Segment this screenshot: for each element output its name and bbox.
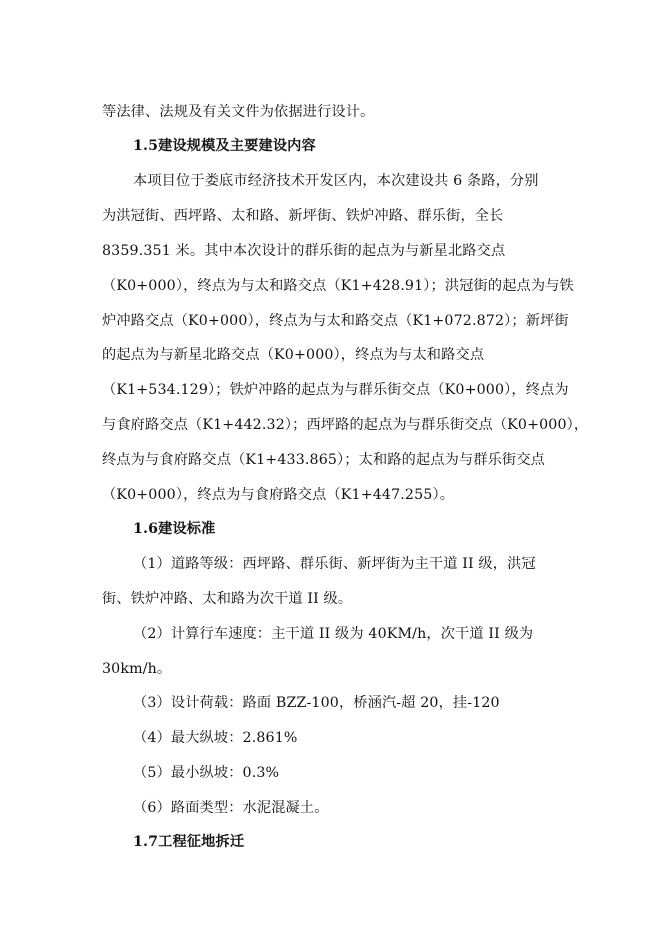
standard-item-1-continuation: 街、铁炉冲路、太和路为次干道 II 级。 [102, 591, 353, 607]
standard-item-2: （2）计算行车速度：主干道 II 级为 40KM/h，次干道 II 级为 [133, 626, 534, 642]
paragraph-line: 8359.351 米。其中本次设计的群乐街的起点为与新星北路交点 [102, 243, 506, 259]
paragraph-line: （K0+000），终点为与太和路交点（K1+428.91）；洪冠街的起点为与铁 [102, 278, 574, 294]
section-heading-1-7: 1.7工程征地拆迁 [133, 834, 245, 850]
paragraph-line: 终点为与食府路交点（K1+433.865）；太和路的起点为与群乐街交点 [102, 452, 546, 468]
standard-item-4: （4）最大纵坡：2.861% [133, 730, 298, 746]
standard-item-6: （6）路面类型：水泥混凝土。 [133, 800, 329, 816]
paragraph-continuation-line: 等法律、法规及有关文件为依据进行设计。 [102, 104, 375, 120]
paragraph-line: 与食府路交点（K1+442.32）；西坪路的起点为与群乐街交点（K0+000）， [102, 417, 589, 433]
paragraph-line: （K0+000），终点为与食府路交点（K1+447.255）。 [102, 487, 455, 503]
section-heading-1-6: 1.6建设标准 [133, 521, 216, 537]
paragraph-line: 为洪冠街、西坪路、太和路、新坪街、铁炉冲路、群乐街，全长 [102, 208, 504, 224]
standard-item-2-continuation: 30km/h。 [102, 661, 172, 677]
standard-item-1: （1）道路等级：西坪路、群乐街、新坪街为主干道 II 级，洪冠 [133, 556, 536, 572]
paragraph-line: 的起点为与新星北路交点（K0+000），终点为与太和路交点 [102, 347, 485, 363]
paragraph-line: （K1+534.129）；铁炉冲路的起点为与群乐街交点（K0+000），终点为 [102, 382, 569, 398]
paragraph-line: 炉冲路交点（K0+000），终点为与太和路交点（K1+072.872）；新坪街 [102, 313, 569, 329]
paragraph-line: 本项目位于娄底市经济技术开发区内，本次建设共 6 条路，分别 [133, 173, 539, 189]
standard-item-5: （5）最小纵坡：0.3% [133, 765, 280, 781]
section-heading-1-5: 1.5建设规模及主要建设内容 [133, 138, 316, 154]
standard-item-3: （3）设计荷载：路面 BZZ-100，桥涵汽-超 20，挂-120 [133, 695, 500, 711]
